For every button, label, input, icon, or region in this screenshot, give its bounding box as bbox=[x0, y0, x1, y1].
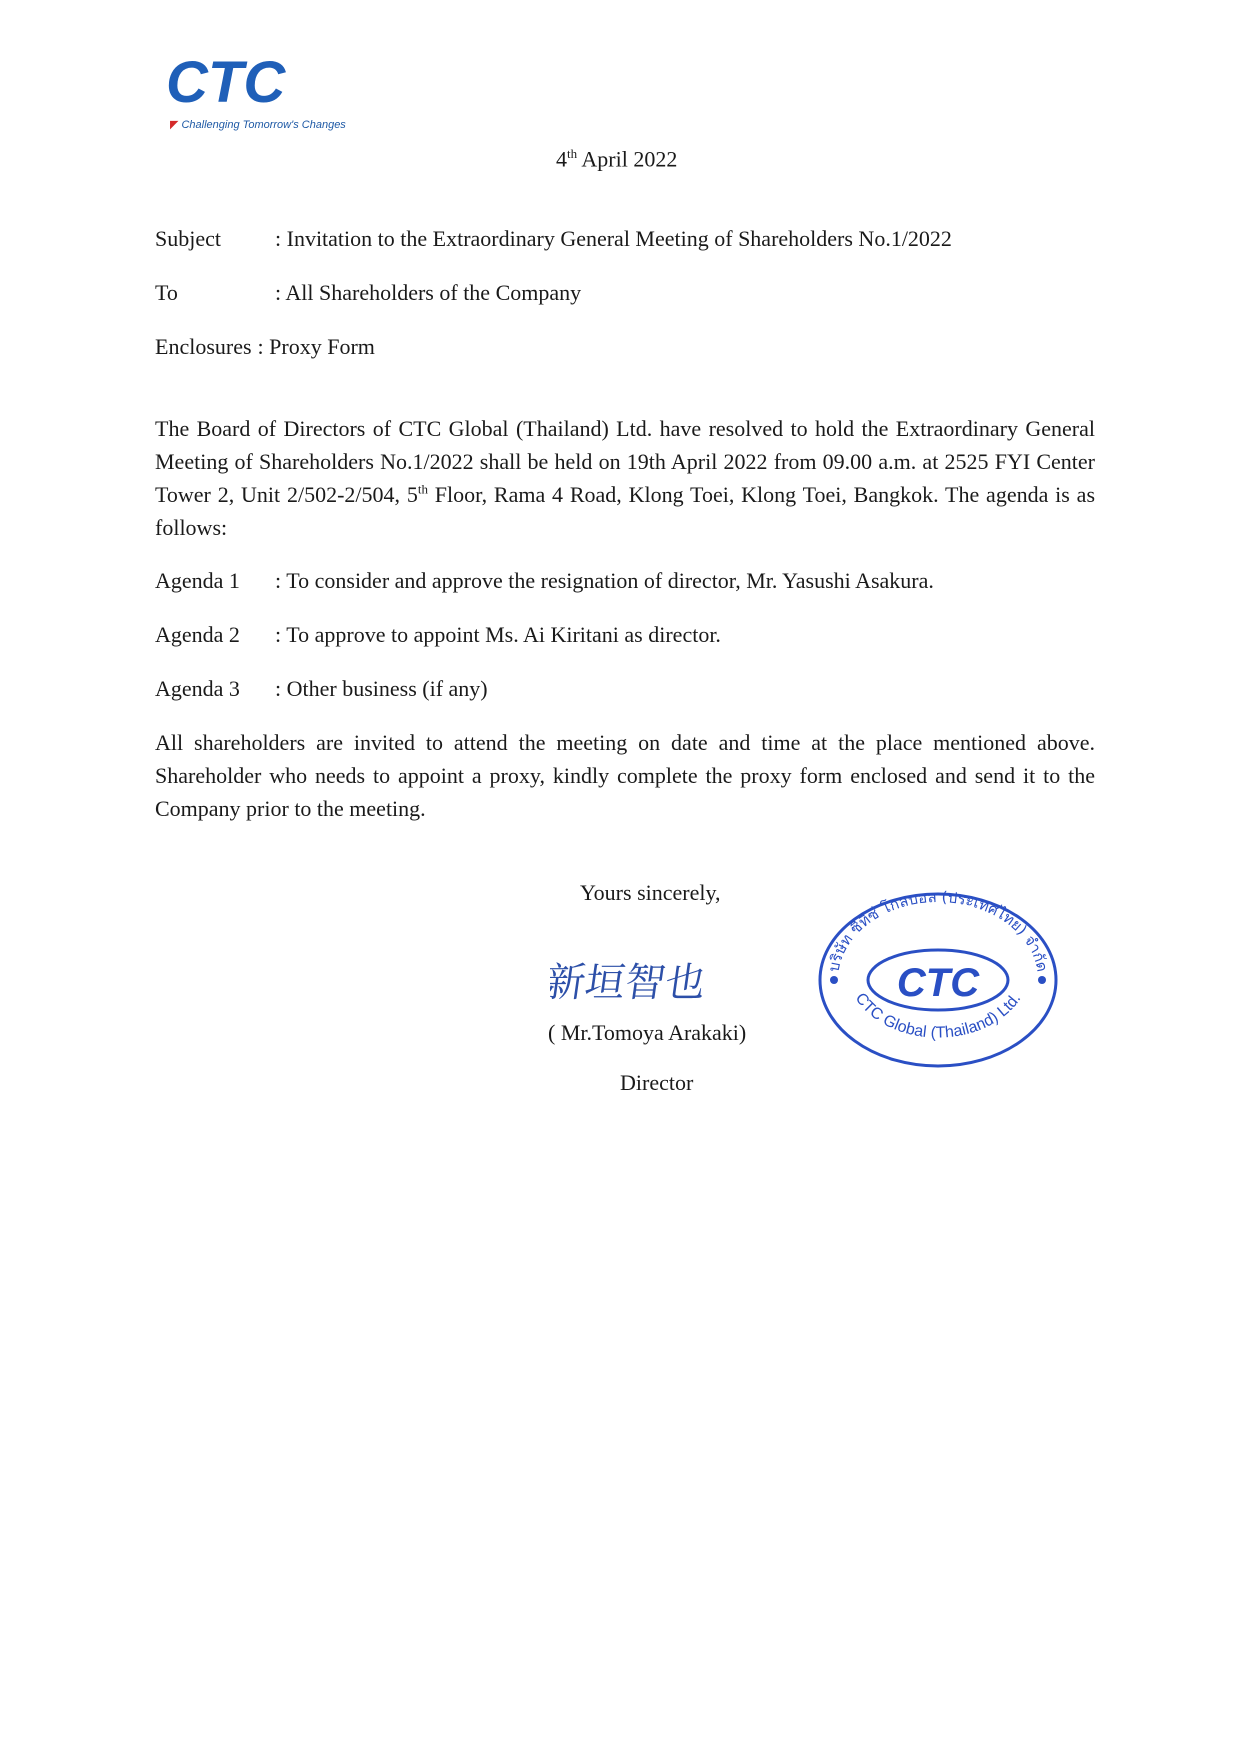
stamp-thai-text: บริษัท ซีทีซี โกลบอล (ประเทศไทย) จำกัด bbox=[824, 887, 1052, 974]
stamp-english-text: CTC Global (Thailand) Ltd. bbox=[851, 990, 1025, 1042]
subject-value: : Invitation to the Extraordinary General Meeting of Shareholders No.1/2022 bbox=[275, 226, 952, 251]
letter-date bbox=[556, 146, 677, 172]
agenda-item-3 bbox=[155, 676, 488, 702]
intro-text-1: The Board of Directors of CTC Global (Thailand) Ltd. have resolved to hold the Extraordinary General Meeting of Shareholders No.1/2022 shall be held on 19th April 2022 from 09.00 a.m. at 2525 FYI Center Tower 2, Unit 2/502-2/504, 5 bbox=[155, 416, 1095, 507]
signer-title: Director bbox=[620, 1070, 694, 1095]
date-day: 4 bbox=[556, 146, 567, 172]
company-stamp bbox=[808, 880, 1068, 1070]
company-seal-icon bbox=[808, 880, 1068, 1070]
agenda-label: Agenda 2 bbox=[155, 622, 240, 647]
logo-tagline bbox=[170, 118, 346, 131]
intro-paragraph bbox=[155, 412, 1095, 544]
agenda-text: : To consider and approve the resignation of director, Mr. Yasushi Asakura. bbox=[275, 568, 934, 593]
intro-sup: th bbox=[417, 481, 428, 497]
closing-paragraph: All shareholders are invited to attend the meeting on date and time at the place mentioned above. Shareholder who needs to appoint a proxy, kindly complete the proxy form enclosed and send it to the Company prior to the meeting. bbox=[155, 730, 1095, 821]
company-logo bbox=[160, 56, 420, 136]
ctc-logo-icon bbox=[160, 56, 420, 110]
agenda-label: Agenda 3 bbox=[155, 676, 240, 701]
to-value: : All Shareholders of the Company bbox=[275, 280, 582, 305]
agenda-item-2 bbox=[155, 622, 721, 648]
date-suffix: th bbox=[567, 146, 578, 161]
stamp-center-text: CTC bbox=[896, 961, 980, 1005]
signature-icon bbox=[550, 950, 750, 1010]
to-line bbox=[155, 280, 581, 306]
enclosures-value: : Proxy Form bbox=[257, 334, 375, 359]
subject-line bbox=[155, 226, 952, 252]
date-rest: April 2022 bbox=[577, 146, 678, 172]
agenda-label: Agenda 1 bbox=[155, 568, 240, 593]
tagline-text: Challenging Tomorrow's Changes bbox=[181, 119, 346, 131]
enclosures-label: Enclosures bbox=[155, 334, 252, 359]
agenda-item-1 bbox=[155, 568, 934, 594]
logo-wordmark: CTC bbox=[166, 56, 286, 110]
closing-salutation: Yours sincerely, bbox=[580, 880, 721, 905]
enclosures-line bbox=[155, 334, 375, 360]
tagline-mark-icon: ◤ bbox=[170, 119, 179, 131]
to-label: To bbox=[155, 280, 178, 305]
agenda-text: : To approve to appoint Ms. Ai Kiritani as director. bbox=[275, 622, 721, 647]
signature-text: 新垣智也 bbox=[550, 960, 709, 1006]
signature bbox=[550, 950, 750, 1010]
signer-name: ( Mr.Tomoya Arakaki) bbox=[548, 1020, 747, 1045]
subject-label: Subject bbox=[155, 226, 221, 251]
intro-text-2: Floor, Rama 4 Road, Klong Toei, Klong Toei, Bangkok. The agenda is as follows: bbox=[155, 482, 1095, 540]
agenda-text: : Other business (if any) bbox=[275, 676, 488, 701]
